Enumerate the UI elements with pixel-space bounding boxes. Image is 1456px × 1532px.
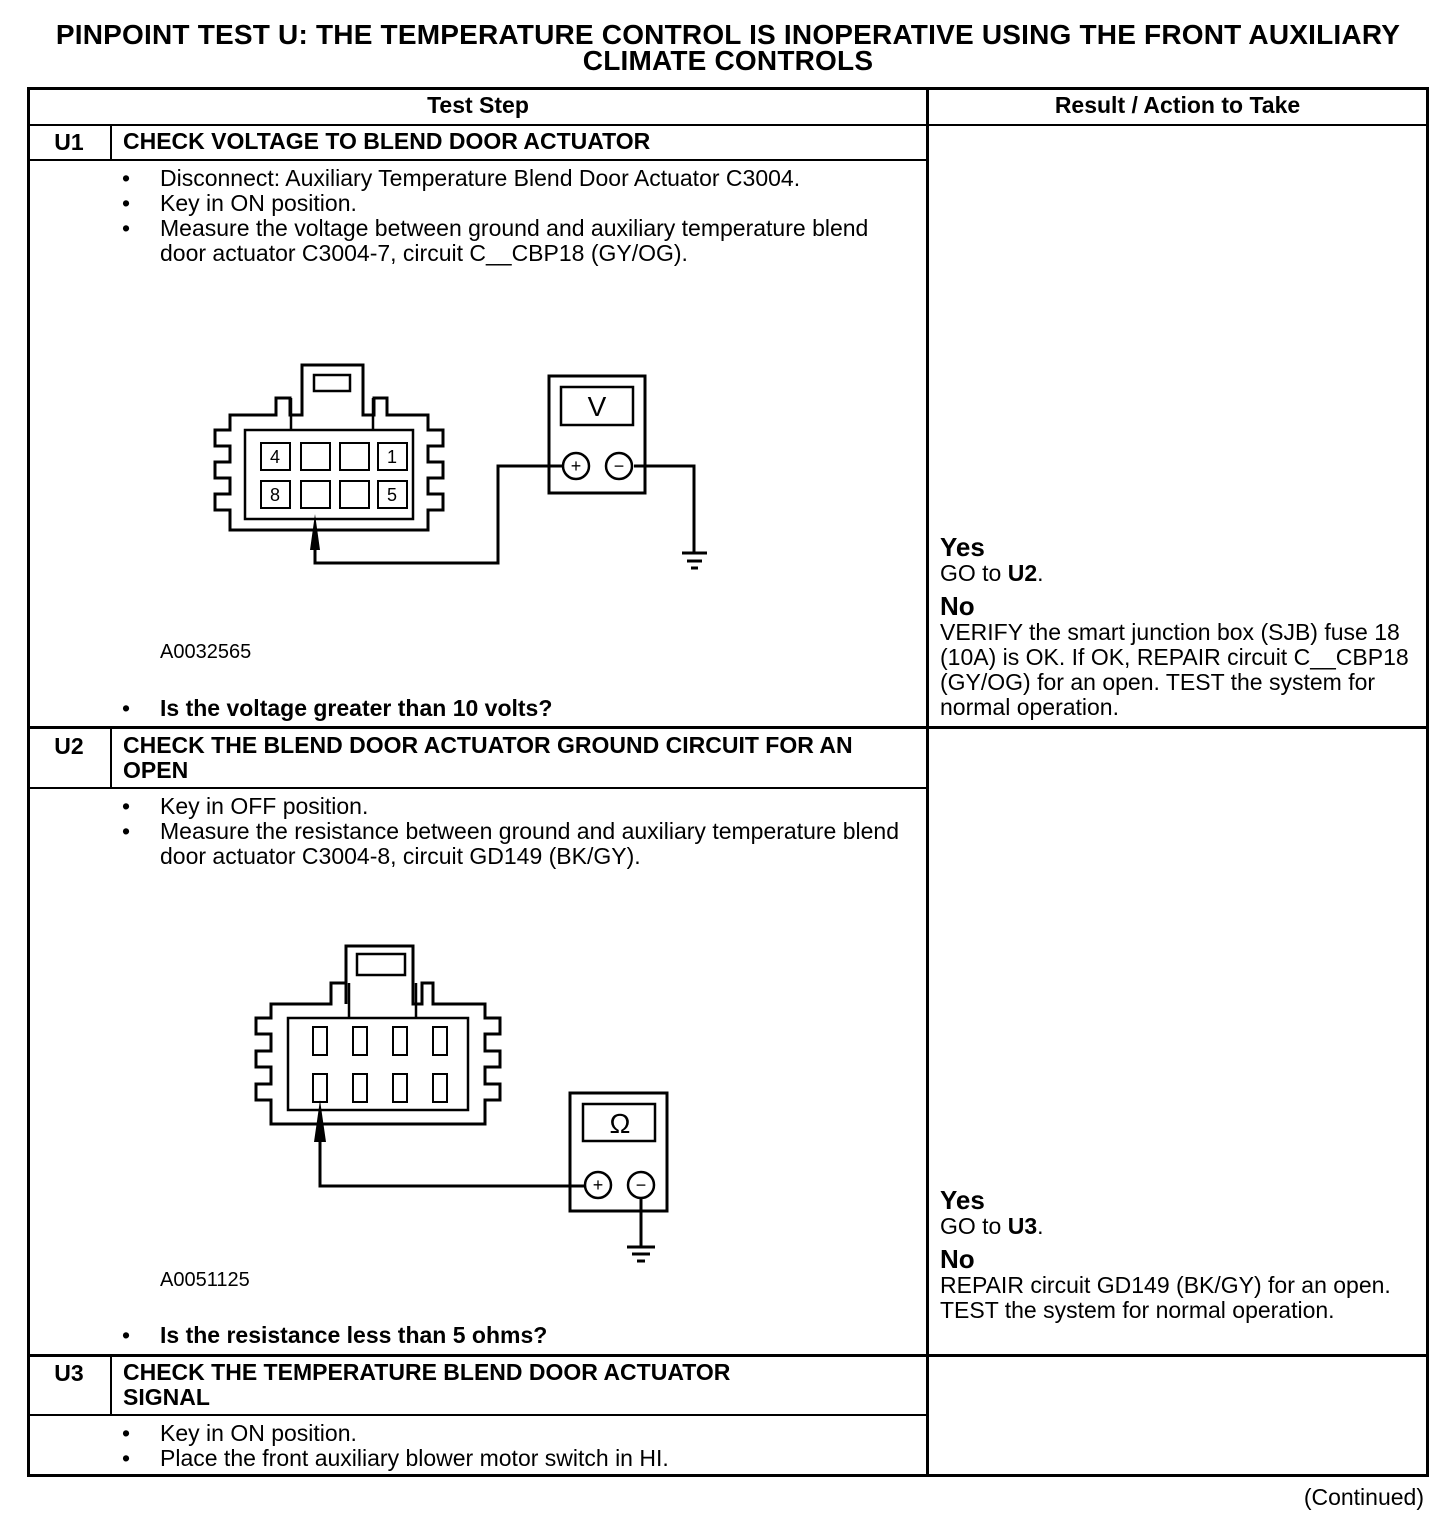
- instruction-item: • Measure the voltage between ground and auxiliary temperature blend door actuator C3004-7, circuit C__CBP18 (GY/OG).: [120, 216, 910, 266]
- connector-pin: [433, 1074, 447, 1102]
- step-id-u3: U3: [54, 1360, 84, 1386]
- voltmeter-symbol: V: [587, 391, 607, 422]
- step-question: • Is the voltage greater than 10 volts?: [122, 695, 553, 721]
- pin-label: 8: [269, 485, 281, 505]
- connector-inner: [288, 1018, 468, 1110]
- question-text: Is the voltage greater than 10 volts?: [160, 695, 553, 721]
- goto-link-u2[interactable]: U2: [1007, 560, 1038, 586]
- ground-symbol-icon: [627, 1247, 655, 1261]
- instruction-item: • Key in OFF position.: [120, 794, 910, 819]
- instruction-item: • Key in ON position.: [120, 1421, 910, 1446]
- probe-tip-icon: [314, 1100, 326, 1142]
- connector-pin: [353, 1074, 367, 1102]
- step-id-u2: U2: [54, 733, 84, 759]
- step-question: • Is the resistance less than 5 ohms?: [122, 1322, 548, 1348]
- connector-pin: [433, 1027, 447, 1055]
- pin-label: 1: [386, 447, 398, 467]
- continued-note: (Continued): [1303, 1484, 1424, 1510]
- yes-label: Yes: [940, 1185, 985, 1215]
- no-action: REPAIR circuit GD149 (BK/GY) for an open. TEST the system for normal operation.: [940, 1272, 1391, 1323]
- connector-housing: [256, 946, 500, 1124]
- no-label: No: [940, 591, 975, 621]
- figure-code: A0051125: [160, 1269, 250, 1291]
- no-action: VERIFY the smart junction box (SJB) fuse 18 (10A) is OK. If OK, REPAIR circuit C__CBP18 (GY/OG) for an open. TEST the system for normal operation.: [940, 619, 1409, 720]
- yes-action: GO to U3.: [940, 1213, 1044, 1239]
- ohmmeter-symbol: Ω: [609, 1108, 631, 1139]
- instruction-item: • Key in ON position.: [120, 191, 910, 216]
- connector-pin: [353, 1027, 367, 1055]
- plus-sign: +: [592, 1175, 604, 1195]
- column-header-test-step: Test Step: [427, 92, 529, 118]
- yes-action: GO to U2.: [940, 560, 1044, 586]
- step-title-u1: CHECK VOLTAGE TO BLEND DOOR ACTUATOR: [123, 128, 651, 154]
- test-lead-positive: [320, 1110, 585, 1186]
- page-title: PINPOINT TEST U: THE TEMPERATURE CONTROL IS INOPERATIVE USING THE FRONT AUXILIARY CLIMATE CONTROLS: [55, 19, 1401, 76]
- plus-sign: +: [570, 456, 582, 476]
- pin-label: 4: [269, 447, 281, 467]
- instruction-item: • Measure the resistance between ground and auxiliary temperature blend door actuator C3004-8, circuit GD149 (BK/GY).: [120, 819, 910, 869]
- goto-link-u3[interactable]: U3: [1007, 1213, 1038, 1239]
- connector-pin: [393, 1074, 407, 1102]
- connector-latch: [357, 954, 405, 975]
- no-label: No: [940, 1244, 975, 1274]
- result-u1: [940, 533, 1420, 720]
- minus-sign: −: [635, 1175, 647, 1195]
- step-title-u3: CHECK THE TEMPERATURE BLEND DOOR ACTUATOR SIGNAL: [123, 1359, 731, 1410]
- question-text: Is the resistance less than 5 ohms?: [160, 1322, 548, 1348]
- step-id-u1: U1: [54, 129, 84, 155]
- connector-pin: [393, 1027, 407, 1055]
- instruction-item: • Place the front auxiliary blower motor switch in HI.: [120, 1446, 910, 1471]
- connector-pin: [313, 1027, 327, 1055]
- figure-code: A0032565: [160, 641, 252, 663]
- pin-label: 5: [386, 485, 398, 505]
- minus-sign: −: [613, 456, 625, 476]
- connector-pin: [313, 1074, 327, 1102]
- result-u2: [940, 1186, 1420, 1323]
- column-header-result: Result / Action to Take: [1054, 92, 1301, 118]
- step-u3-instructions: [120, 1421, 910, 1471]
- step-title-u2: CHECK THE BLEND DOOR ACTUATOR GROUND CIRCUIT FOR AN OPEN: [123, 732, 853, 783]
- instruction-item: • Disconnect: Auxiliary Temperature Blend Door Actuator C3004.: [120, 166, 910, 191]
- yes-label: Yes: [940, 532, 985, 562]
